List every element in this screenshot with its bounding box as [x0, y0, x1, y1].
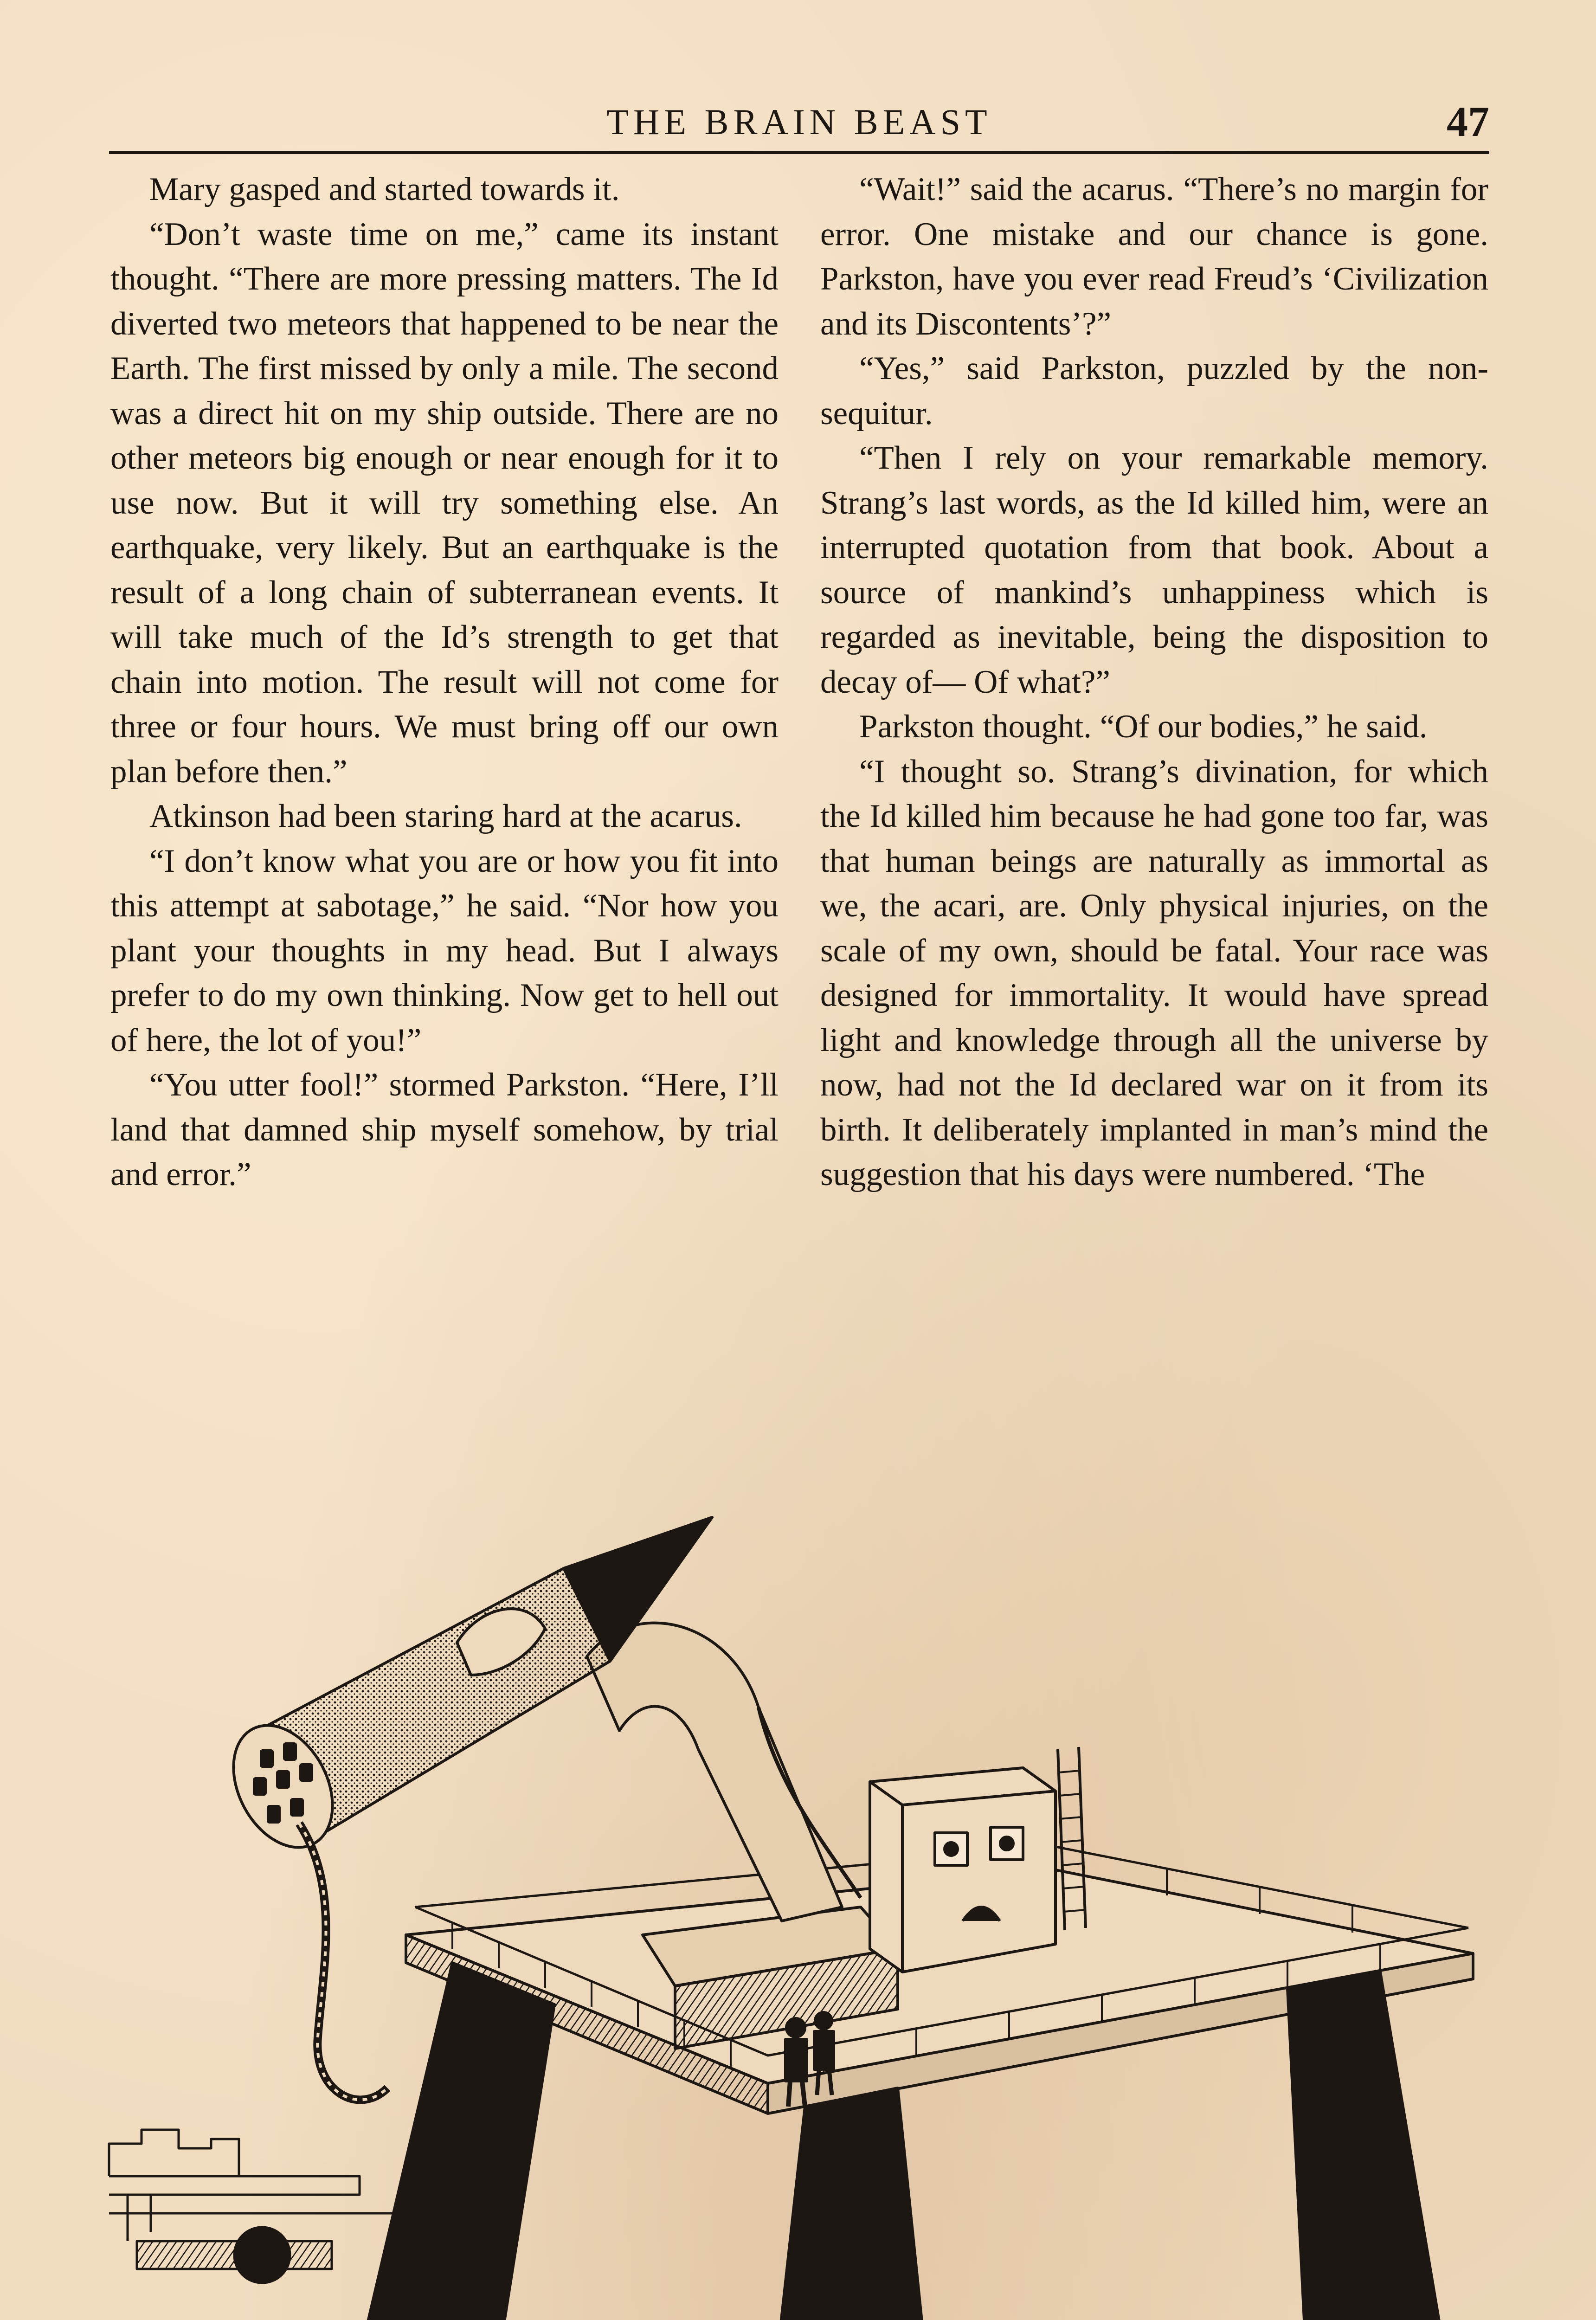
header-rule — [109, 151, 1489, 154]
paragraph: “Yes,” said Parkston, puzzled by the non-sequitur. — [820, 350, 1488, 432]
cable — [299, 1824, 387, 2100]
paragraph: “I thought so. Strang’s divination, for which the Id killed him because he had gone too far, was that human beings are naturally as immortal as we, the acari, are. Only physical injuries, on the scale of my own, should be fatal. Your race was designed for immortality. It would have spread light and knowledge through all the universe by now, had not the Id declared war on it from its birth. It deliberately implanted in man’s mind the suggestion that his days were numbered. ‘The — [820, 753, 1488, 1192]
running-title: THE BRAIN BEAST — [606, 102, 992, 142]
left-text-column — [110, 167, 779, 1513]
paragraph: “Wait!” said the acarus. “There’s no margin for error. One mistake and our chance is gone. Parkston, have you ever read Freud’s ‘Civilization and its Discontents’?” — [820, 171, 1488, 342]
gantry-arm — [587, 1623, 842, 1921]
running-header — [109, 95, 1489, 148]
platform-leg — [360, 1963, 554, 2320]
paragraph: Parkston thought. “Of our bodies,” he said. — [859, 709, 1428, 745]
rocket-launch-platform-illustration — [100, 1489, 1501, 2320]
paragraph: “Don’t waste time on me,” came its instant thought. “There are more pressing matters. The Id diverted two meteors that happened to be near the Earth. The first missed by only a mile. The second was a direct hit on my ship outside. There are no other meteors big enough or near enough for it to use now. But it will try something else. An earthquake, very likely. But an earthquake is the result of a long chain of subterranean events. It will take much of the Id’s strength to get that chain into motion. The result will not come for three or four hours. We must bring off our own plan before then.” — [110, 216, 779, 790]
page-number: 47 — [1447, 98, 1489, 145]
platform-leg — [777, 2088, 926, 2320]
paragraph: “You utter fool!” stormed Parkston. “Here, I’ll land that damned ship myself somehow, by trial and error.” — [110, 1067, 779, 1192]
paragraph: “I don’t know what you are or how you fit into this attempt at sabotage,” he said. “Nor how you plant your thoughts in my head. But I always prefer to do my own thinking. Now get to hell out of here, the lot of you!” — [110, 843, 779, 1058]
right-text-column — [820, 167, 1488, 1513]
platform-leg — [1287, 1972, 1445, 2320]
paragraph: “Then I rely on your remarkable memory. Strang’s last words, as the Id killed him, were an interrupted quotation from that book. About a source of mankind’s unhappiness which is regarded as inevitable, being the disposition to decay of— Of what?” — [820, 440, 1488, 700]
paragraph: Atkinson had been staring hard at the acarus. — [149, 798, 742, 834]
paragraph: Mary gasped and started towards it. — [149, 171, 620, 207]
